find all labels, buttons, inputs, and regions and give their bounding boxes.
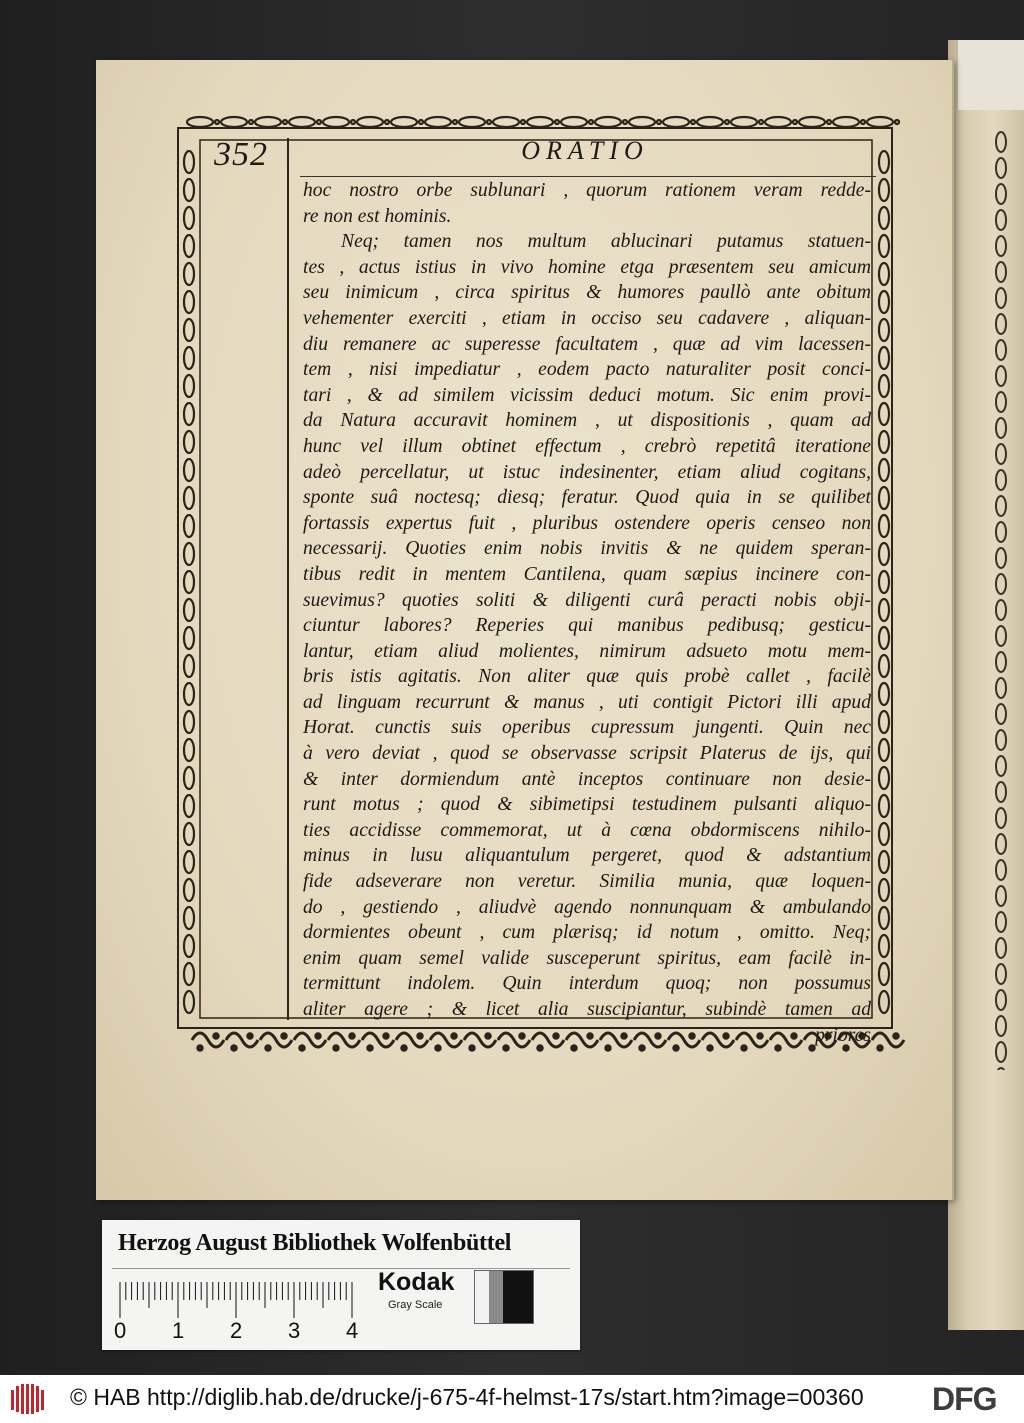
text-line: lantur, etiam aliud molientes, nimirum adsueto motu mem- [303, 640, 871, 662]
footer-credit-link[interactable]: © HAB http://diglib.hab.de/drucke/j-675-4f-helmst-17s/start.htm?image=00360 [70, 1384, 864, 1410]
text-line: priores [815, 1024, 871, 1046]
text-line: Horat. cunctis suis operibus cupressum jungenti. Quin nec [303, 717, 871, 739]
header-rule [300, 176, 876, 177]
gray-patch-black [503, 1271, 533, 1323]
gray-scale-patches [474, 1270, 534, 1324]
ruler-number: 1 [172, 1318, 185, 1343]
text-line: aliter agere ; & licet alia suscipiantur, subindè tamen ad [303, 999, 871, 1020]
text-line: runt motus ; quod & sibimetipsi testudinem pulsanti aliquo- [303, 794, 871, 816]
hab-logo-icon [10, 1384, 46, 1414]
text-line: bris istis agitatis. Non aliter quæ quis probè callet , facilè [303, 666, 871, 688]
page-number: 352 [214, 136, 268, 173]
text-line: & inter dormiendum antè inceptos continuare non desie- [303, 768, 871, 790]
text-line: adeò percellatur, ut istuc indesinenter, etiam aliud cogitans, [303, 461, 871, 483]
ruler-number: 0 [114, 1318, 127, 1343]
text-line: fide adseverare non veretur. Similia munia, quæ loquen- [303, 871, 871, 893]
text-line: fortassis expertus fuit , pluribus ostendere operis censeo non [303, 512, 871, 534]
text-line: tem , nisi impediatur , eodem pacto naturaliter posit conci- [303, 359, 871, 381]
text-line: diu remanere ac superesse facultatem , quæ ad vim lacessen- [303, 333, 871, 355]
text-line: hunc vel illum obtinet effectum , crebrò repetitâ iteratione [303, 435, 871, 457]
text-line: suevimus? quoties soliti & diligenti curâ peracti nobis obji- [303, 589, 871, 611]
text-line: dormientes obeunt , cum plærisq; id notum , omitto. Neq; [303, 922, 871, 944]
text-line: à vero deviat , quod se observasse scripsit Platerus de ijs, qui [303, 743, 871, 765]
text-line: enim quam semel valide susceperunt spiritus, eam facilè in- [303, 947, 871, 969]
text-line: vehementer exerciti , etiam in occiso seu cadavere , aliquan- [303, 307, 871, 329]
gray-patch-white [475, 1271, 489, 1323]
text-line: tibus redit in mentem Cantilena, quam sæpius incinere con- [303, 563, 871, 585]
text-line: seu inimicum , circa spiritus & humores paullò ante obitum [303, 282, 871, 304]
margin-rule [287, 138, 289, 1020]
text-line: do , gestiendo , aliudvè agendo nonnunquam & ambulando [303, 896, 871, 918]
body-text [303, 178, 871, 1048]
library-label [102, 1220, 580, 1350]
ruler-number: 3 [288, 1318, 301, 1343]
text-line: tes , actus istius in vivo homine etga præsentem seu amicum [303, 256, 871, 278]
text-line: Neq; tamen nos multum ablucinari putamus statuen- [341, 231, 871, 253]
kodak-brand: Kodak [378, 1268, 455, 1296]
running-head: ORATIO [521, 136, 649, 165]
text-line: da Natura accuravit hominem , ut dispositionis , quam ad [303, 410, 871, 432]
gray-scale-caption: Gray Scale [388, 1299, 443, 1311]
text-line: termittunt indolem. Quin interdum quoq; non possumus [303, 973, 871, 995]
text-line: sponte suâ noctesq; diesq; feratur. Quod quia in se quilibet [303, 487, 871, 509]
text-line: ties accidisse commemorat, ut à cœna obdormiscens nihilo- [303, 819, 871, 841]
dfg-logo: DFG [932, 1381, 997, 1417]
label-divider [112, 1268, 570, 1269]
text-line: minus in lusu aliquantulum pergeret, quod & adstantium [303, 845, 871, 867]
text-line: hoc nostro orbe sublunari , quorum rationem veram redde- [303, 180, 871, 201]
text-line: ad linguam recurrunt & manus , uti contigit Pictori illi apud [303, 691, 871, 713]
gray-patch-mid [489, 1271, 503, 1323]
ruler-number: 4 [346, 1318, 359, 1343]
text-line: tari , & ad similem vicissim deduci motum. Sic enim provi- [303, 384, 871, 406]
text-line: necessarij. Quoties enim nobis invitis & ne quidem speran- [303, 538, 871, 560]
ruler-number: 2 [230, 1318, 243, 1343]
text-line: re non est hominis. [303, 205, 452, 227]
ruler-scale [116, 1280, 366, 1320]
footer-bar [0, 1375, 1024, 1423]
text-line: ciuntur labores? Reperies qui manibus pedibusq; gesticu- [303, 615, 871, 637]
library-name: Herzog August Bibliothek Wolfenbüttel [118, 1230, 512, 1256]
